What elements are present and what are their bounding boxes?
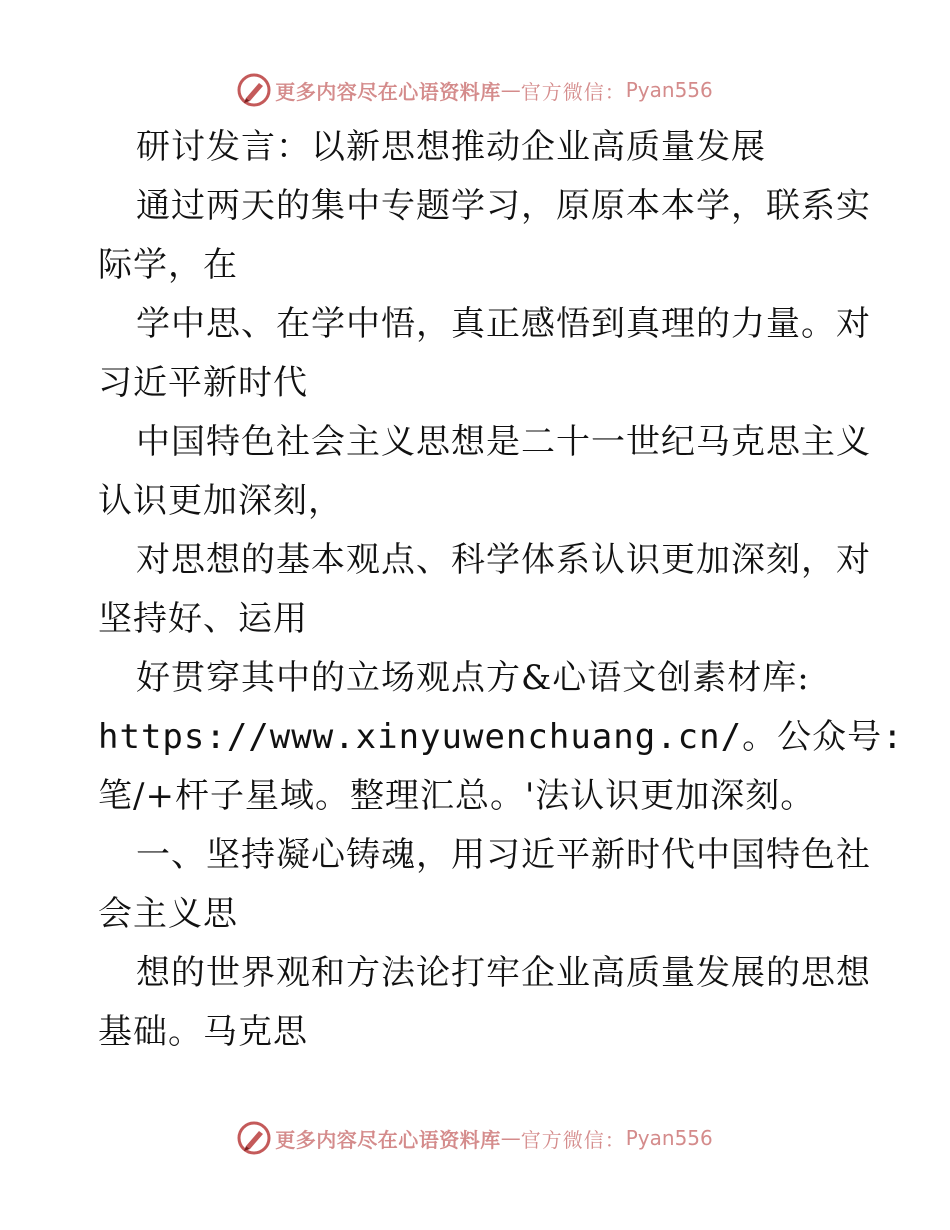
text-line: 认识更加深刻， — [98, 481, 343, 521]
text-line: 习近平新时代 — [98, 363, 308, 403]
footer-wechat-label: 官方微信： — [520, 1127, 626, 1152]
footer-wechat-id: Pyan556 — [625, 1126, 713, 1150]
text-line: 想的世界观和方法论打牢企业高质量发展的思想 — [136, 953, 871, 993]
text-line: 坚持好、运用 — [98, 599, 308, 639]
document-body — [98, 118, 904, 1062]
text-line: 好贯穿其中的立场观点方&心语文创素材库: — [136, 658, 810, 698]
footer-separator: — — [500, 1126, 521, 1150]
header-separator: — — [500, 78, 521, 102]
text-line: 通过两天的集中专题学习，原原本本学，联系实 — [136, 186, 871, 226]
text-line: 中国特色社会主义思想是二十一世纪马克思主义 — [136, 422, 871, 462]
document-title: 研讨发言：以新思想推动企业高质量发展 — [136, 127, 766, 167]
header-wechat-label: 官方微信： — [520, 79, 626, 104]
pen-logo-icon — [237, 73, 271, 107]
text-line: 学中思、在学中悟，真正感悟到真理的力量。对 — [136, 304, 871, 344]
text-line: 对思想的基本观点、科学体系认识更加深刻，对 — [136, 540, 871, 580]
header-wechat-id: Pyan556 — [625, 78, 713, 102]
header-banner — [0, 68, 950, 112]
text-line: 会主义思 — [98, 894, 238, 934]
text-line: 笔/+杆子星域。整理汇总。'法认识更加深刻。 — [98, 776, 816, 816]
section-heading: 一、坚持凝心铸魂，用习近平新时代中国特色社 — [136, 835, 871, 875]
text-line: 基础。马克思 — [98, 1012, 308, 1052]
text-line: 际学，在 — [98, 245, 238, 285]
text-line-url: https://www.xinyuwenchuang.cn/。公众号: — [98, 717, 904, 757]
header-brand-text: 更多内容尽在心语资料库 — [275, 79, 501, 104]
footer-brand-text: 更多内容尽在心语资料库 — [275, 1127, 501, 1152]
pen-logo-icon — [237, 1121, 271, 1155]
footer-banner — [0, 1116, 950, 1160]
